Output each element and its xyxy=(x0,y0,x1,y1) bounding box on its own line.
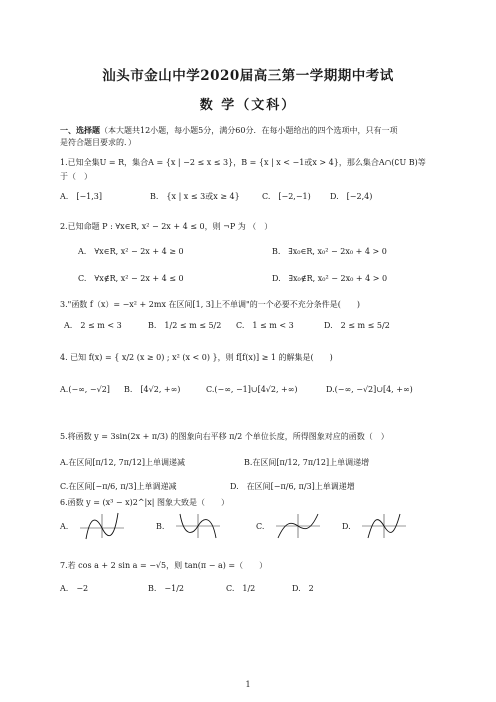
instructions-line-1: （本大题共12小题，每小题5分，满分60分．在每小题给出的四个选项中，只有一项 xyxy=(100,126,398,135)
q2-option-b: B. ∃x₀∈R, x₀² − 2x₀ + 4 > 0 xyxy=(272,247,387,256)
q2-option-c: C. ∀x∉R, x² − 2x + 4 ≤ 0 xyxy=(78,274,184,283)
page-number: 1 xyxy=(245,680,251,689)
q4-option-d: D.(−∞, −√2]∪[4, +∞) xyxy=(326,385,413,394)
question-5-stem: 5.将函数 y = 3sin(2x + π/3) 的图象向右平移 π/2 个单位长度，所得图象对应的函数（ ） xyxy=(60,432,389,441)
q1-option-b: B. {x | x ≤ 3或x ≥ 4} xyxy=(150,192,240,201)
q4-option-a: A.(−∞, −√2] xyxy=(60,385,110,394)
q7-option-b: B. −1/2 xyxy=(148,584,184,593)
q4-option-c: C.(−∞, −1]∪[4√2, +∞) xyxy=(206,385,298,394)
q3-option-a: A. 2 ≤ m < 3 xyxy=(64,321,122,330)
question-3-stem: 3."函数 f（x）= −x² + 2mx 在区间[1, 3]上不单调"的一个必要不充分条件是( ) xyxy=(60,300,360,309)
section-heading: 一、选择题 xyxy=(60,125,100,135)
q5-option-a: A.在区间[π/12, 7π/12]上单调递减 xyxy=(60,458,186,467)
q1-option-d: D. [−2,4) xyxy=(330,192,373,201)
q2-option-d: D. ∃x₀∉R, x₀² − 2x₀ + 4 > 0 xyxy=(272,274,388,283)
question-1-stem-cont: 于（ ） xyxy=(60,172,92,181)
q6-graph-d xyxy=(360,512,408,540)
school-title: 汕头市金山中学2020届高三第一学期期中考试 xyxy=(102,68,394,84)
q6-graph-b xyxy=(174,512,222,540)
q3-option-d: D. 2 ≤ m ≤ 5/2 xyxy=(324,321,390,330)
q5-option-c: C.在区间[−π/6, π/3]上单调递减 xyxy=(60,482,177,491)
q5-option-b: B.在区间[π/12, 7π/12]上单调递增 xyxy=(244,458,370,467)
q5-option-d: D. 在区间[−π/6, π/3]上单调递增 xyxy=(230,482,355,491)
question-7-stem: 7.若 cos a + 2 sin a = −√5，则 tan(π − a) =（ ） xyxy=(60,561,268,570)
section-instructions xyxy=(60,125,450,136)
q4-option-b: B. [4√2, +∞) xyxy=(124,385,181,394)
q7-option-a: A. −2 xyxy=(60,584,89,593)
instructions-line-2: 是符合题目要求的．） xyxy=(60,138,136,147)
q2-option-a: A. ∀x∈R, x² − 2x + 4 ≥ 0 xyxy=(78,247,184,256)
question-6-stem: 6.函数 y = (x³ − x)2^|x| 图象大致是（ ） xyxy=(60,498,229,507)
q6-graph-a xyxy=(78,512,126,540)
question-4-stem: 4. 已知 f(x) = { x/2 (x ≥ 0) ; x² (x < 0) }，则 f[f(x)] ≥ 1 的解集是( ) xyxy=(60,353,333,362)
q3-option-c: C. 1 ≤ m < 3 xyxy=(236,321,294,330)
subject-title: 数 学（文科） xyxy=(199,98,297,113)
q7-option-d: D. 2 xyxy=(292,584,314,593)
q6-option-d: D. xyxy=(342,522,351,531)
q3-option-b: B. 1/2 ≤ m ≤ 5/2 xyxy=(148,321,222,330)
q1-option-a: A. [−1,3] xyxy=(60,192,102,201)
q1-option-c: C. [−2,−1) xyxy=(262,192,311,201)
q6-option-a: A. xyxy=(60,522,69,531)
q6-option-c: C. xyxy=(256,522,265,531)
q7-option-c: C. 1/2 xyxy=(226,584,256,593)
q6-graph-c xyxy=(274,512,322,540)
question-1-stem: 1.已知全集U = R，集合A = {x | −2 ≤ x ≤ 3}，B = {x | x < −1或x > 4}，那么集合A∩(∁U B)等 xyxy=(60,158,426,167)
question-2-stem: 2.已知命题 P : ∀x∈R, x² − 2x + 4 ≤ 0，则 ¬P 为 （ ） xyxy=(60,222,273,231)
q6-option-b: B. xyxy=(156,522,165,531)
